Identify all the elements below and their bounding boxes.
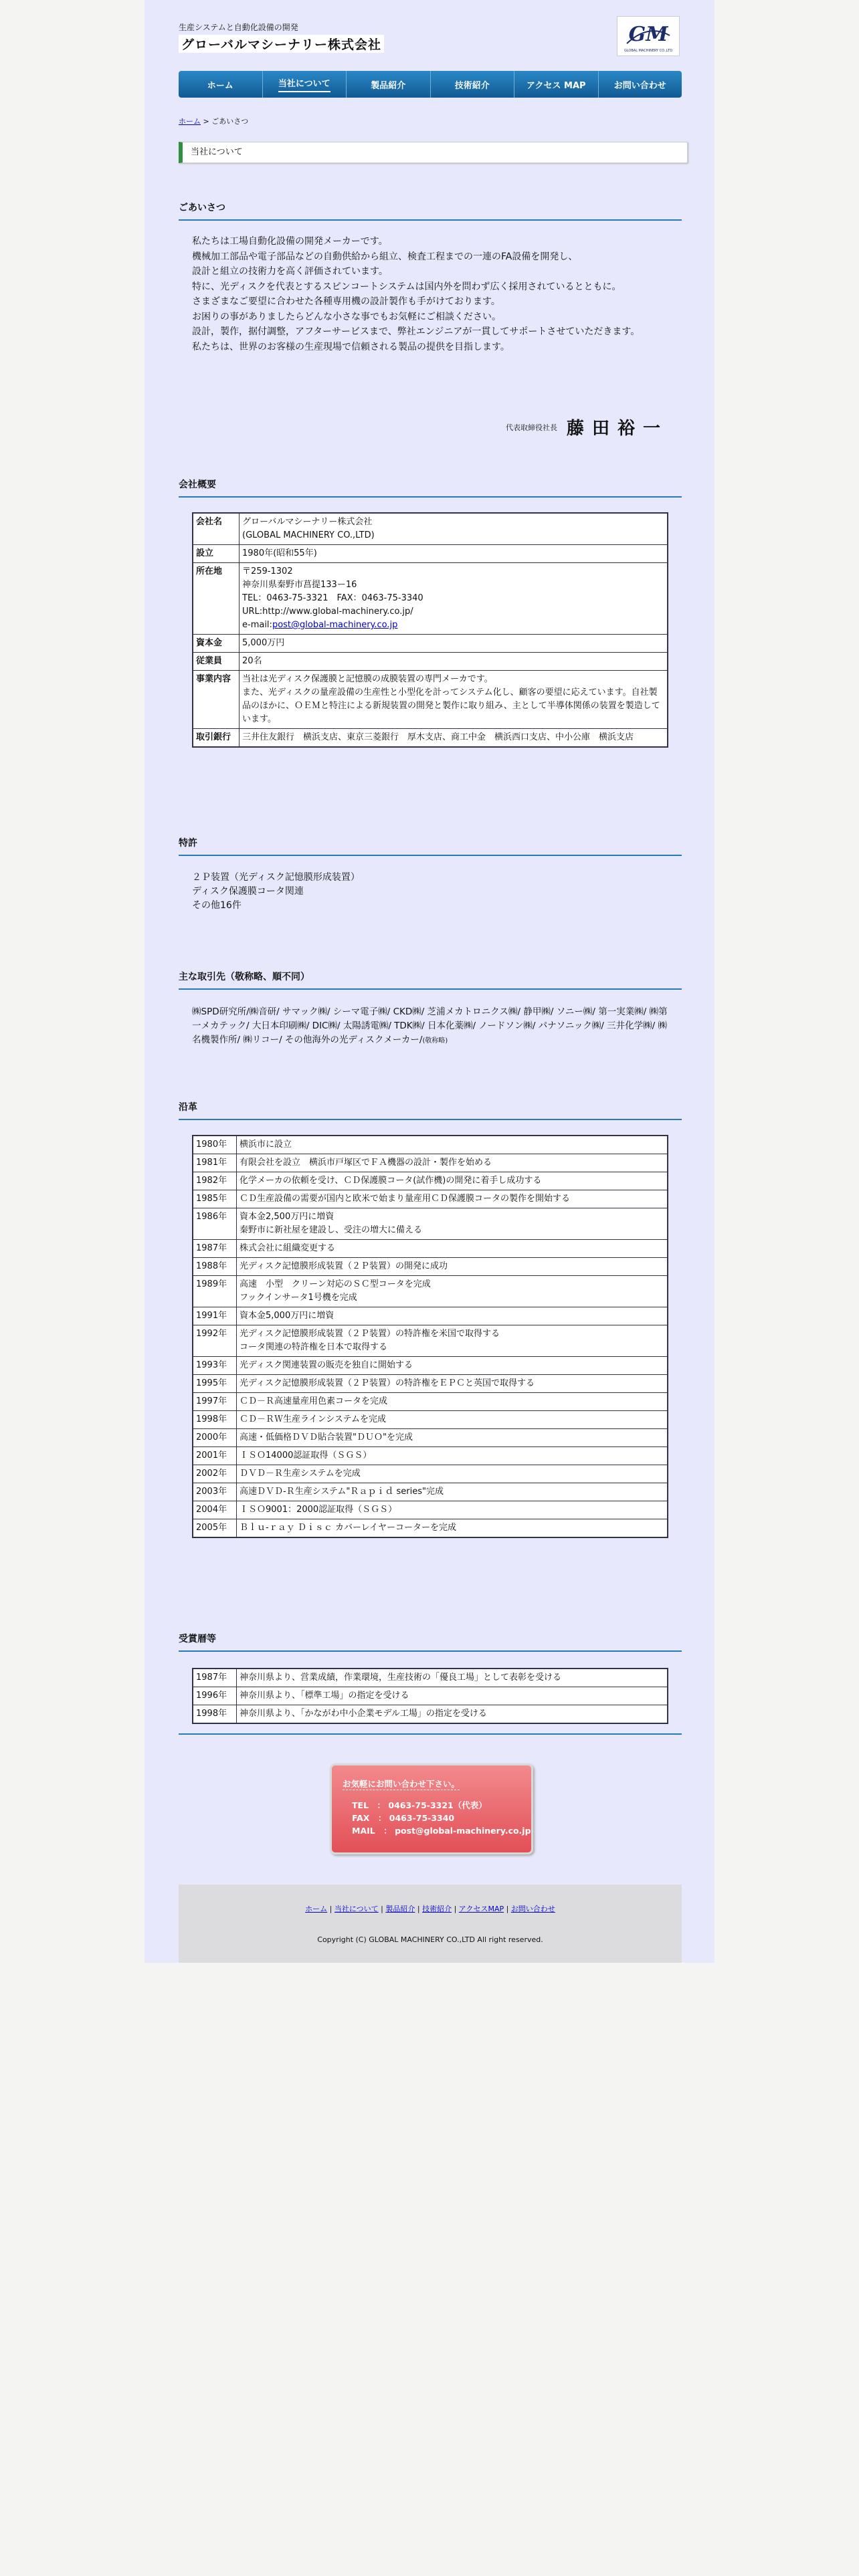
overview-heading: 会社概要 xyxy=(179,477,682,498)
history-year: 1988年 xyxy=(193,1258,237,1276)
signature-name: 藤田裕一 xyxy=(566,419,668,439)
nav-technology[interactable]: 技術紹介 xyxy=(430,71,514,98)
history-year: 1981年 xyxy=(193,1154,237,1172)
history-table xyxy=(192,1135,668,1538)
list-item: ２Ｐ装置（光ディスク記憶膜形成装置） xyxy=(192,872,360,883)
breadcrumb: ホーム > ごあいさつ xyxy=(179,117,249,126)
history-event: ＣＤ－Ｒ高速量産用色素コータを完成 xyxy=(237,1393,668,1411)
history-year: 1992年 xyxy=(193,1325,237,1357)
greeting-text: 私たちは工場自動化設備の開発メーカーです。 機械加工部品や電子部品などの自動供給から組立、検査工程までの一連のFA設備を開発し、 設計と組立の技術力を高く評価されています。 特に、光ディスクを代表とするスピンコートシステムは国内外を問わず広く採用されているとともに。 さまざまなご要望に合わせた各種専用機の設計製作も手がけております。 お困りの事がありましたらどんな小さな事でもお気軽にご相談ください。 設計，製作，据付調整，アフターサービスまで、弊社エンジニアが一貫してサポートさせていただきます。 私たちは、世界のお客様の生産現場で信頼される製品の提供を目指します。 xyxy=(192,236,640,352)
breadcrumb-current: ごあいさつ xyxy=(211,117,249,126)
award-text: 神奈川県より、「かながわ中小企業モデル工場」の指定を受ける xyxy=(237,1705,668,1724)
history-row xyxy=(193,1465,668,1483)
history-year: 1989年 xyxy=(193,1276,237,1307)
history-row xyxy=(193,1411,668,1429)
list-item: その他16件 xyxy=(192,900,242,911)
footer-links: ホーム | 当社について | 製品紹介 | 技術紹介 | アクセスMAP | お問い合わせ xyxy=(305,1905,555,1913)
history-row xyxy=(193,1136,668,1154)
history-row xyxy=(193,1447,668,1465)
history-row xyxy=(193,1172,668,1190)
history-year: 1980年 xyxy=(193,1136,237,1154)
history-year: 1991年 xyxy=(193,1307,237,1325)
history-event: 高速・低価格ＤＶＤ貼合装置"ＤＵＯ"を完成 xyxy=(237,1429,668,1447)
history-row xyxy=(193,1208,668,1240)
patents-list xyxy=(192,871,360,913)
page-section-box: 当社について xyxy=(179,142,688,163)
history-heading: 沿革 xyxy=(179,1100,682,1120)
history-event: 横浜市に設立 xyxy=(237,1136,668,1154)
history-event: ＩＳＯ9001：2000認証取得（ＳＧＳ） xyxy=(237,1501,668,1519)
overview-row: 従業員 20名 xyxy=(193,653,668,671)
list-item: ディスク保護膜コータ関連 xyxy=(192,886,304,897)
logo-mark: GM xyxy=(628,23,668,46)
history-year: 1985年 xyxy=(193,1190,237,1208)
nav-home[interactable]: ホーム xyxy=(207,80,233,91)
history-year: 1982年 xyxy=(193,1172,237,1190)
nav-access-map[interactable]: アクセス MAP xyxy=(514,71,598,98)
overview-row: 事業内容 当社は光ディスク保護膜と記憶膜の成膜装置の専門メーカです。 また、光ディスクの量産設備の生産性と小型化を計ってシステム化し、顧客の要望に応えています。自社製品のほかに、ＯＥＭと特注による新規装置の開発と製作に取り組み、主として半導体関係の装置を製造しています。 xyxy=(193,671,668,729)
history-row xyxy=(193,1483,668,1501)
history-event: ＣＤ－ＲＷ生産ラインシステムを完成 xyxy=(237,1411,668,1429)
tagline: 生産システムと自動化設備の開発 xyxy=(179,23,298,32)
history-row xyxy=(193,1240,668,1258)
history-event: 高速ＤＶＤ-Ｒ生産システム"Ｒａｐｉｄ series"完成 xyxy=(237,1483,668,1501)
history-year: 1995年 xyxy=(193,1375,237,1393)
history-event: 資本金2,500万円に増資 秦野市に新社屋を建設し、受注の増大に備える xyxy=(237,1208,668,1240)
history-row xyxy=(193,1375,668,1393)
footer xyxy=(179,1885,682,1963)
history-year: 1993年 xyxy=(193,1357,237,1375)
main-nav xyxy=(179,71,682,98)
award-row xyxy=(193,1669,668,1687)
history-year: 1987年 xyxy=(193,1240,237,1258)
clients-text: ㈱SPD研究所/㈱音研/ サマック㈱/ シーマ電子㈱/ CKD㈱/ 芝浦メカトロニクス㈱/ 静甲㈱/ ソニー㈱/ 第一実業㈱/ ㈱第一メカテック/ 大日本印刷㈱/ DIC㈱/ 太陽誘電㈱/ TDK㈱/ 日本化薬㈱/ ノードソン㈱/ パナソニック㈱/ 三井化学㈱/ ㈱名機製作所/ ㈱リコー/ その他海外の光ディスクメーカー/(敬称略) xyxy=(192,1006,668,1045)
signature-title: 代表取締役社長 xyxy=(505,423,557,432)
email-link[interactable]: post@global-machinery.co.jp xyxy=(272,620,398,630)
footer-link-products[interactable]: 製品紹介 xyxy=(385,1905,415,1913)
history-year: 2001年 xyxy=(193,1447,237,1465)
nav-contact[interactable]: お問い合わせ xyxy=(598,71,682,98)
section-divider xyxy=(179,1733,682,1735)
history-event: 光ディスク記憶膜形成装置（２Ｐ装置）の特許権を米国で取得する コータ関連の特許権を日本で取得する xyxy=(237,1325,668,1357)
history-row xyxy=(193,1429,668,1447)
history-row xyxy=(193,1501,668,1519)
history-event: 光ディスク記憶膜形成装置（２Ｐ装置）の特許権をＥＰＣと英国で取得する xyxy=(237,1375,668,1393)
history-year: 1986年 xyxy=(193,1208,237,1240)
history-event: Ｂｌｕ-ｒａｙ Ｄｉｓｃ カバーレイヤーコーターを完成 xyxy=(237,1519,668,1538)
history-event: 株式会社に組織変更する xyxy=(237,1240,668,1258)
greeting-heading: ごあいさつ xyxy=(179,201,682,221)
overview-table xyxy=(192,512,668,748)
awards-heading: 受賞暦等 xyxy=(179,1632,682,1652)
overview-row: 取引銀行 三井住友銀行 横浜支店、東京三菱銀行 厚木支店、商工中金 横浜西口支店、中小公庫 横浜支店 xyxy=(193,729,668,748)
copyright: Copyright (C) GLOBAL MACHINERY CO.,LTD All right reserved. xyxy=(317,1935,543,1944)
history-event: 資本金5,000万円に増資 xyxy=(237,1307,668,1325)
footer-link-access[interactable]: アクセスMAP xyxy=(458,1905,504,1913)
history-year: 2005年 xyxy=(193,1519,237,1538)
history-year: 2004年 xyxy=(193,1501,237,1519)
history-row xyxy=(193,1190,668,1208)
footer-link-home[interactable]: ホーム xyxy=(305,1905,328,1913)
patents-heading: 特許 xyxy=(179,836,682,856)
company-name: グローバルマシーナリー株式会社 xyxy=(179,35,384,53)
history-event: 高速 小型 クリーン対応のＳＣ型コータを完成 フックインサータ1号機を完成 xyxy=(237,1276,668,1307)
history-event: 化学メーカの依頼を受け、ＣＤ保護膜コータ(試作機)の開発に着手し成功する xyxy=(237,1172,668,1190)
history-row xyxy=(193,1519,668,1538)
overview-row: 設立 1980年(昭和55年) xyxy=(193,545,668,563)
signature xyxy=(468,415,668,439)
award-row xyxy=(193,1705,668,1724)
history-row xyxy=(193,1154,668,1172)
logo-subtitle: GLOBAL MACHINERY CO.,LTD xyxy=(624,49,673,53)
award-row xyxy=(193,1687,668,1705)
history-row xyxy=(193,1325,668,1357)
breadcrumb-home-link[interactable]: ホーム xyxy=(179,117,201,126)
contact-mail: post@global-machinery.co.jp xyxy=(395,1826,531,1836)
history-event: 光ディスク記憶膜形成装置（２Ｐ装置）の開発に成功 xyxy=(237,1258,668,1276)
award-year: 1998年 xyxy=(193,1705,237,1724)
history-event: ＩＳＯ14000認証取得（ＳＧＳ） xyxy=(237,1447,668,1465)
nav-products[interactable]: 製品紹介 xyxy=(346,71,430,98)
history-event: 光ディスク関連装置の販売を独自に開始する xyxy=(237,1357,668,1375)
history-row xyxy=(193,1258,668,1276)
history-year: 2003年 xyxy=(193,1483,237,1501)
contact-fax: 0463-75-3340 xyxy=(389,1813,455,1823)
awards-table xyxy=(192,1668,668,1724)
award-text: 神奈川県より、「標準工場」の指定を受ける xyxy=(237,1687,668,1705)
history-year: 2000年 xyxy=(193,1429,237,1447)
history-row xyxy=(193,1357,668,1375)
award-year: 1996年 xyxy=(193,1687,237,1705)
award-text: 神奈川県より、営業成績，作業環境，生産技術の「優良工場」として表彰を受ける xyxy=(237,1669,668,1687)
nav-about[interactable]: 当社について xyxy=(262,71,347,98)
history-year: 1998年 xyxy=(193,1411,237,1429)
contact-tel: 0463-75-3321（代表） xyxy=(388,1800,487,1810)
overview-row: 資本金 5,000万円 xyxy=(193,635,668,653)
award-year: 1987年 xyxy=(193,1669,237,1687)
history-event: ＣＤ生産設備の需要が国内と欧米で始まり量産用ＣＤ保護膜コータの製作を開始する xyxy=(237,1190,668,1208)
history-row xyxy=(193,1393,668,1411)
contact-heading: お気軽にお問い合わせ下さい。 xyxy=(343,1779,460,1789)
content-column xyxy=(145,0,714,1963)
overview-row: 会社名 グローバルマシーナリー株式会社 (GLOBAL MACHINERY CO.,LTD) xyxy=(193,513,668,545)
history-event: ＤＶＤ－Ｒ生産システムを完成 xyxy=(237,1465,668,1483)
history-year: 2002年 xyxy=(193,1465,237,1483)
overview-row: 所在地 〒259-1302 神奈川県秦野市菖提133ー16 TEL：0463-75-3321 FAX：0463-75-3340 URL:http://www.global-machinery.co.jp/ e-mail:post@global-machinery.co.jp xyxy=(193,563,668,635)
clients-heading: 主な取引先（敬称略、順不同） xyxy=(179,970,682,990)
footer-link-about[interactable]: 当社について xyxy=(334,1905,379,1913)
company-logo[interactable] xyxy=(617,16,680,56)
footer-link-contact[interactable]: お問い合わせ xyxy=(510,1905,555,1913)
contact-banner[interactable]: お気軽にお問い合わせ下さい。 TEL ： 0463-75-3321（代表） FAX ： 0463-75-3340 MAIL ： post@global-machinery.co.jp xyxy=(330,1763,533,1854)
history-row xyxy=(193,1276,668,1307)
history-year: 1997年 xyxy=(193,1393,237,1411)
history-row xyxy=(193,1307,668,1325)
history-event: 有限会社を設立 横浜市戸塚区でＦＡ機器の設計・製作を始める xyxy=(237,1154,668,1172)
footer-link-technology[interactable]: 技術紹介 xyxy=(422,1905,452,1913)
